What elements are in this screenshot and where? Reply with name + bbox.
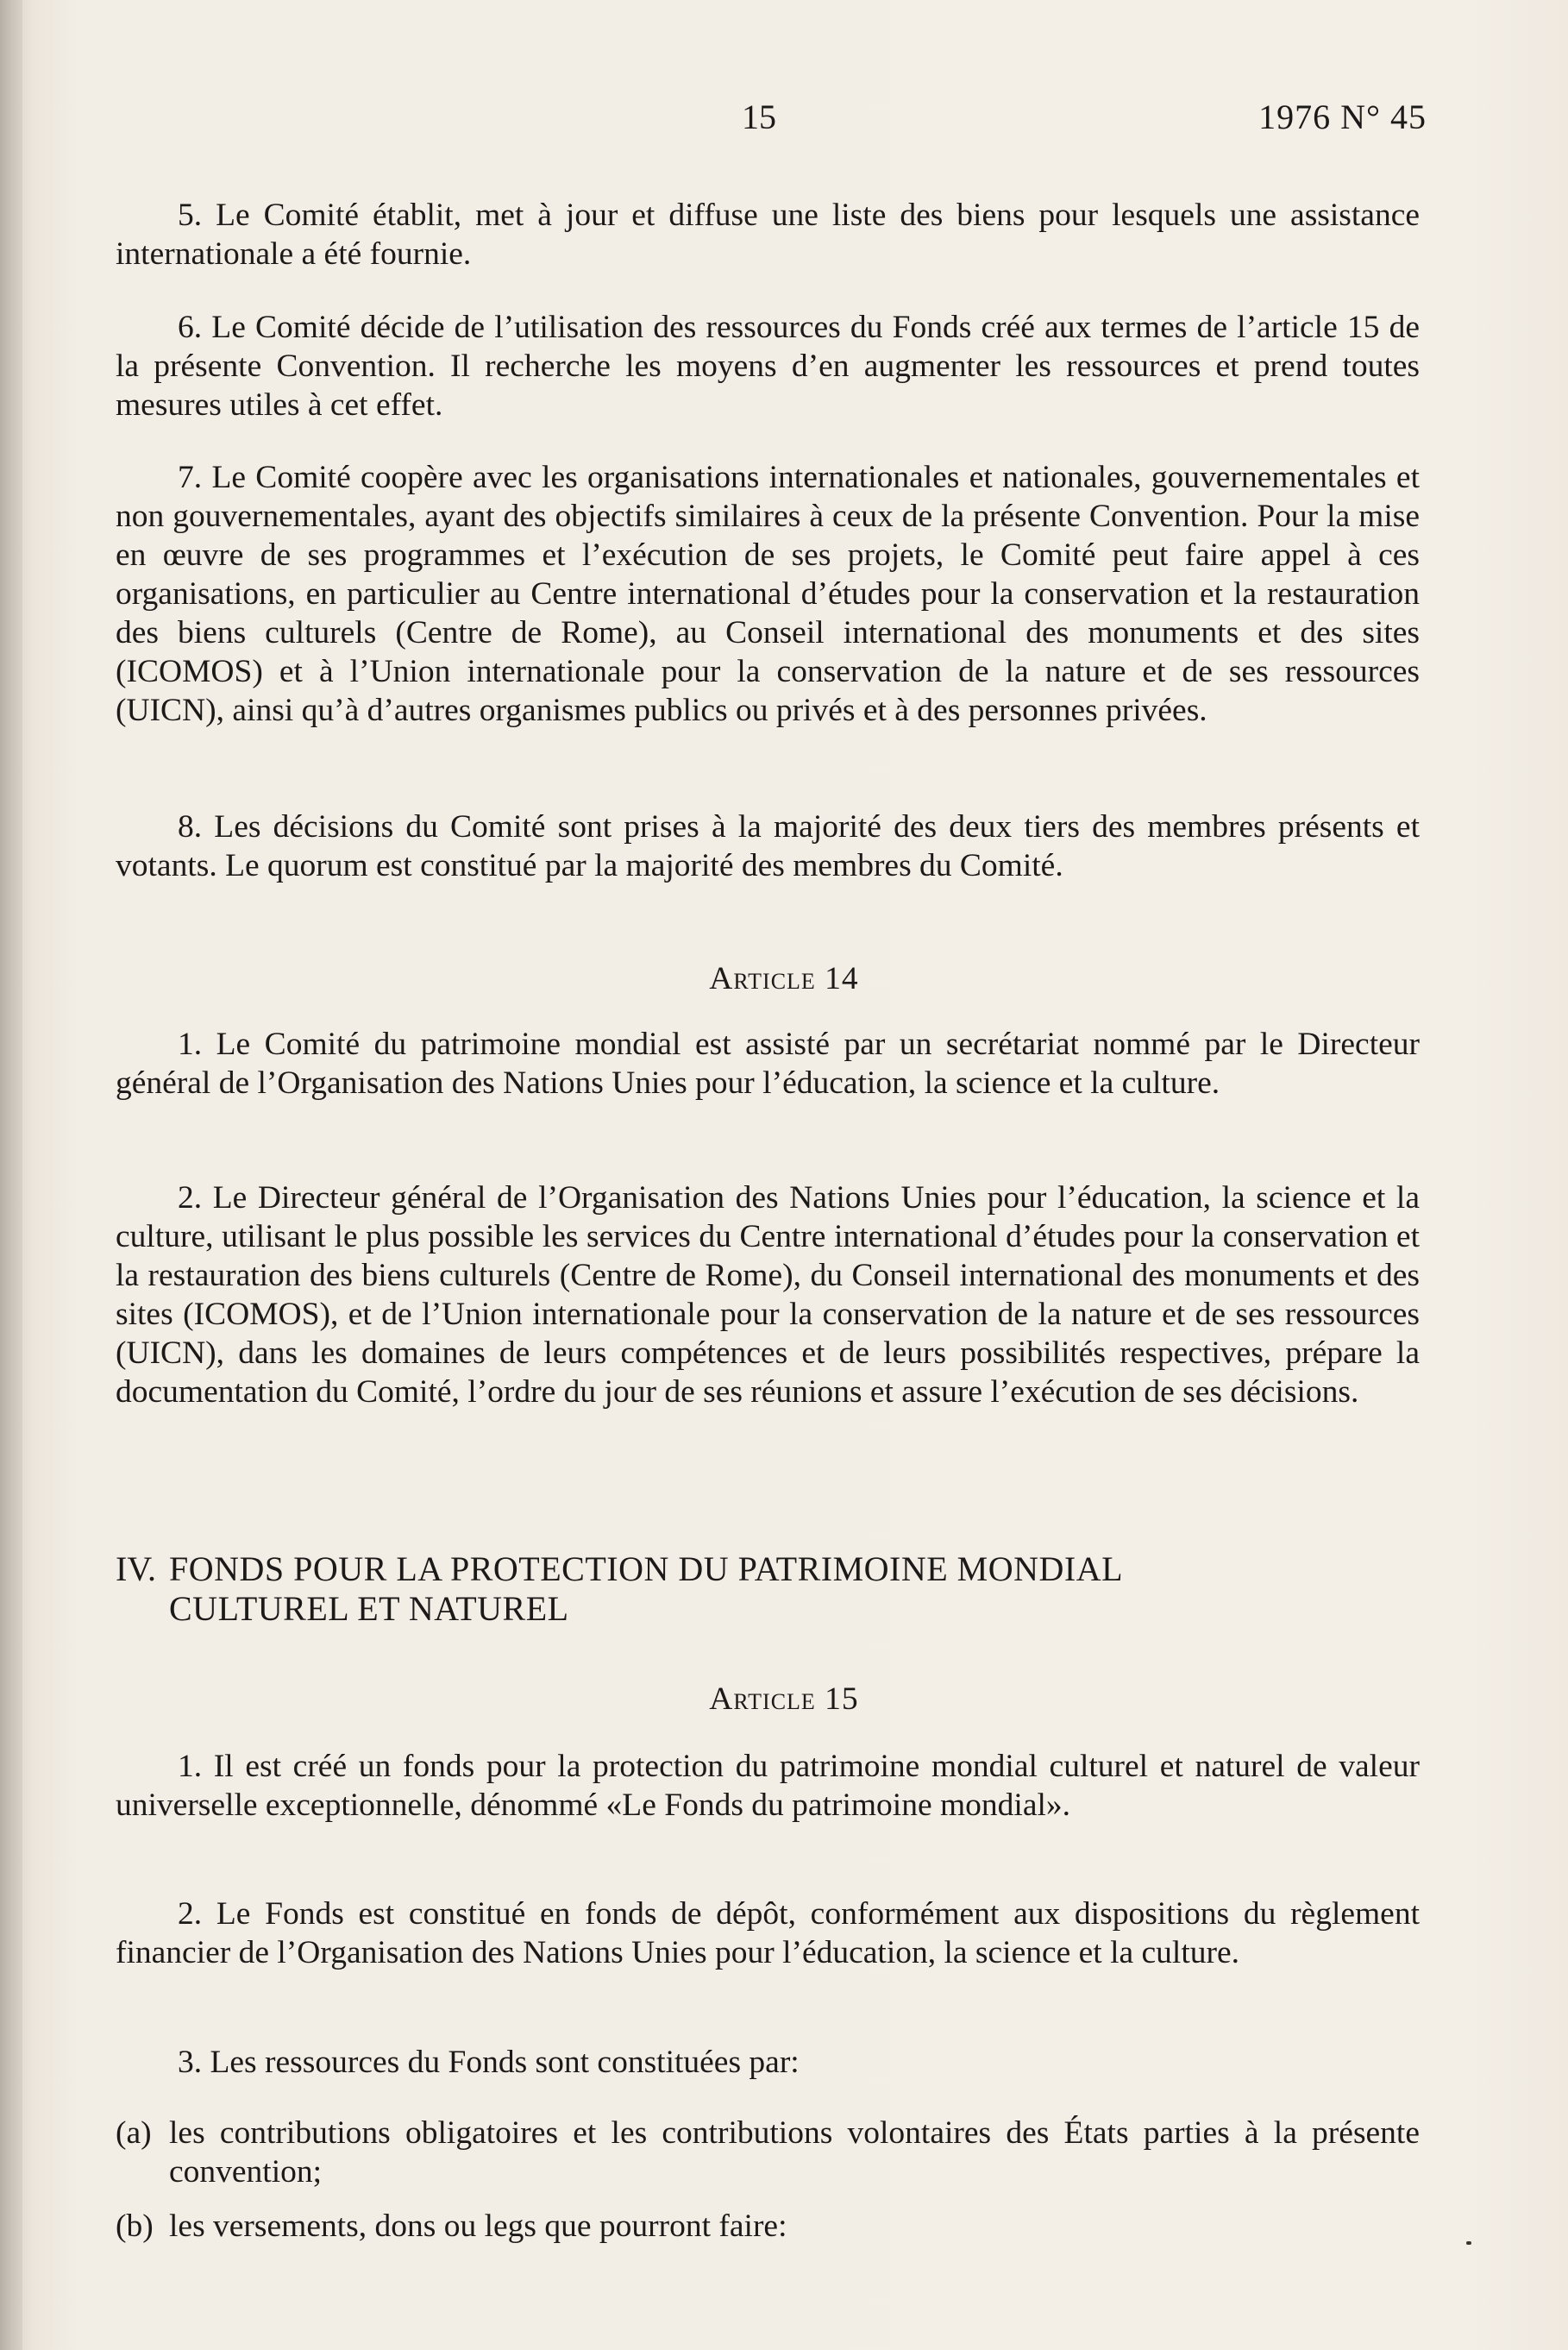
paragraph-13-8: 8. Les décisions du Comité sont prises à la majorité des deux tiers des membres présents et votants. Le quorum est constitué par la majorité des membres du Comité.	[116, 809, 1420, 883]
section-title-line-2: CULTUREL ET NATUREL	[169, 1589, 569, 1628]
paragraph-13-6: 6. Le Comité décide de l’utilisation des ressources du Fonds créé aux termes de l’article 15 de la présente Convention. Il recherche les moyens d’en augmenter les ressources et prend toutes mesures utiles à cet effet.	[116, 310, 1420, 423]
paragraph-14-1: 1. Le Comité du patrimoine mondial est assisté par un secrétariat nommé par le Directeur général de l’Organisation des Nations Unies pour l’éducation, la science et la culture.	[116, 1027, 1420, 1101]
paragraph-15-1: 1. Il est créé un fonds pour la protection du patrimoine mondial culturel et naturel de valeur universelle exceptionnelle, dénommé «Le Fonds du patrimoine mondial».	[116, 1749, 1420, 1823]
ink-speck	[1466, 2241, 1471, 2245]
page-number: 15	[742, 97, 776, 136]
paragraph-15-2: 2. Le Fonds est constitué en fonds de dépôt, conformément aux dispositions du règlement financier de l’Organisation des Nations Unies pour l’éducation, la science et la culture.	[116, 1896, 1420, 1970]
page-header	[0, 97, 1568, 148]
paragraph-14-2: 2. Le Directeur général de l’Organisation des Nations Unies pour l’éducation, la science et la culture, utilisant le plus possible les services du Centre international d’études pour la conservation et la restauration des biens culturels (Centre de Rome), du Conseil international des monuments et des sites (ICOMOS), et de l’Union internationale pour la conservation de la nature et de ses ressources (UICN), dans les domaines de leurs compétences et de leurs possibilités respectives, prépare la documentation du Comité, l’ordre du jour de ses réunions et assure l’exécution de ses décisions.	[116, 1180, 1420, 1410]
section-title-line-1: FONDS POUR LA PROTECTION DU PATRIMOINE MONDIAL	[169, 1549, 1124, 1588]
list-marker-a: (a)	[116, 2115, 152, 2151]
list-text-b: les versements, dons ou legs que pourront faire:	[169, 2209, 787, 2244]
section-iv-heading	[116, 1549, 1409, 1635]
paragraph-15-3: 3. Les ressources du Fonds sont constituées par:	[178, 2045, 800, 2080]
issue-reference: 1976 N° 45	[1258, 97, 1427, 136]
article-14-heading: Article 14	[709, 961, 859, 996]
section-number: IV.	[116, 1549, 157, 1588]
paragraph-13-7: 7. Le Comité coopère avec les organisations internationales et nationales, gouvernementales et non gouvernementales, ayant des objectifs similaires à ceux de la présente Convention. Pour la mise en œuvre de ses programmes et l’exécution de ses projets, le Comité peut faire appel à ces organisations, en particulier au Centre international d’études pour la conservation et la restauration des biens culturels (Centre de Rome), au Conseil international des monuments et des sites (ICOMOS) et à l’Union internationale pour la conservation de la nature et de ses ressources (UICN), ainsi qu’à d’autres organismes publics ou privés et à des personnes privées.	[116, 460, 1420, 728]
paragraph-13-5: 5. Le Comité établit, met à jour et diffuse une liste des biens pour lesquels une assistance internationale a été fournie.	[116, 198, 1420, 272]
list-item-b	[116, 2207, 1420, 2246]
article-15-heading: Article 15	[709, 1681, 859, 1717]
page-binding-shadow	[0, 0, 22, 2350]
list-item-a	[116, 2114, 1420, 2191]
list-text-a: les contributions obligatoires et les contributions volontaires des États parties à la présente convention;	[169, 2115, 1420, 2190]
list-marker-b: (b)	[116, 2209, 154, 2244]
